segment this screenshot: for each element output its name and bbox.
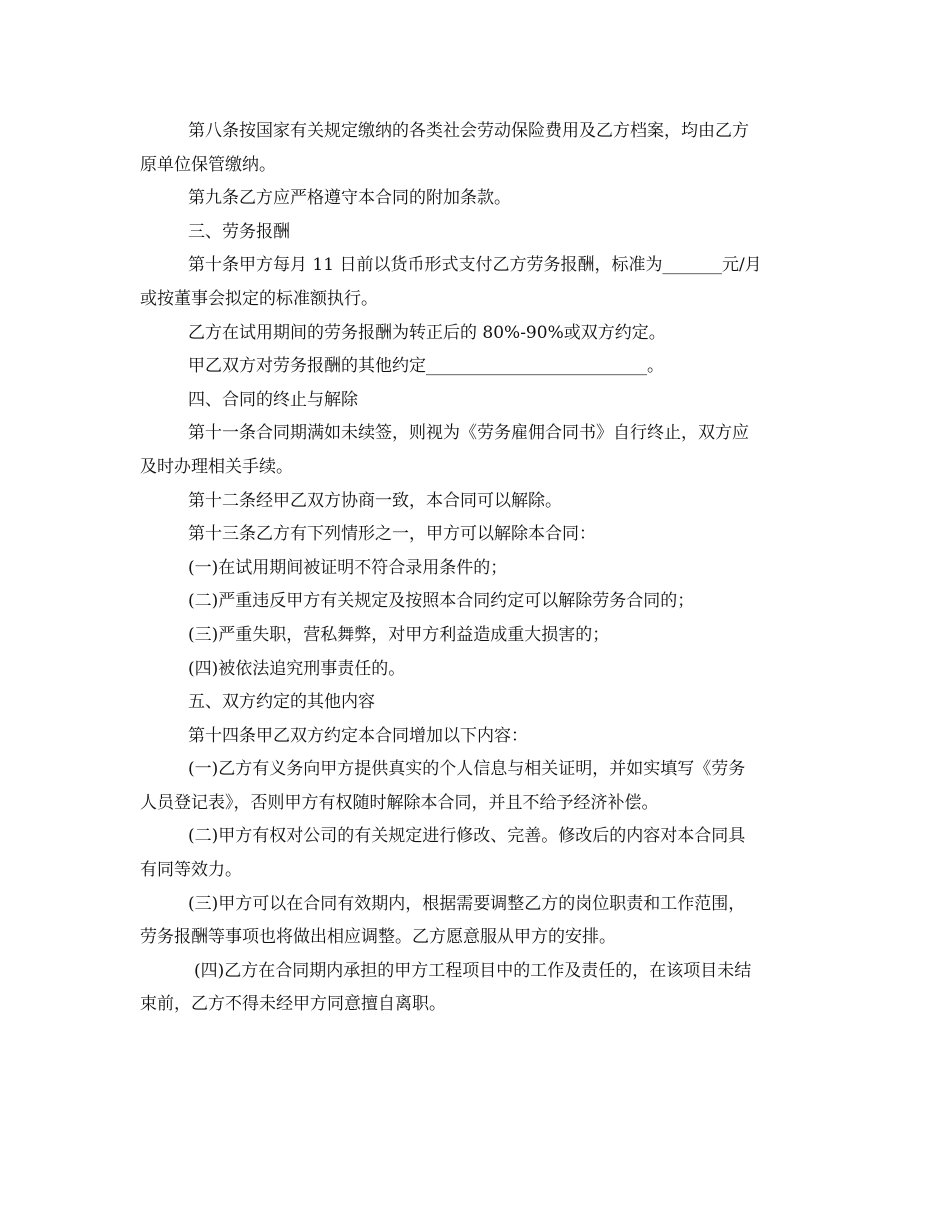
document-line: (二)甲方有权对公司的有关规定进行修改、完善。修改后的内容对本合同具 xyxy=(188,826,746,847)
document-line: (一)在试用期间被证明不符合录用条件的； xyxy=(188,557,508,578)
document-line: 原单位保管缴纳。 xyxy=(140,154,276,175)
document-line: (四)被依法追究刑事责任的。 xyxy=(188,658,406,679)
document-line: 束前，乙方不得未经甲方同意擅自离职。 xyxy=(140,994,446,1015)
document-line: 及时办理相关手续。 xyxy=(140,456,293,477)
document-line: (二)严重违反甲方有关规定及按照本合同约定可以解除劳务合同的； xyxy=(188,591,695,612)
document-line: (一)乙方有义务向甲方提供真实的个人信息与相关证明，并如实填写《劳务 xyxy=(188,759,746,780)
document-line: 第十二条经甲乙双方协商一致，本合同可以解除。 xyxy=(188,490,562,511)
document-line: 乙方在试用期间的劳务报酬为转正后的 80%-90%或双方约定。 xyxy=(188,322,666,343)
document-line: 或按董事会拟定的标准额执行。 xyxy=(140,288,378,309)
document-line: (三)严重失职，营私舞弊，对甲方利益造成重大损害的； xyxy=(188,624,610,645)
document-line: 劳务报酬等事项也将做出相应调整。乙方愿意服从甲方的安排。 xyxy=(140,927,616,948)
document-line: 第十三条乙方有下列情形之一，甲方可以解除本合同： xyxy=(188,524,596,545)
document-line: 第八条按国家有关规定缴纳的各类社会劳动保险费用及乙方档案，均由乙方 xyxy=(188,121,749,141)
document-line: 第十四条甲乙双方约定本合同增加以下内容： xyxy=(188,725,528,746)
document-line: (四)乙方在合同期内承担的甲方工程项目中的工作及责任的，在该项目未结 xyxy=(194,960,752,981)
document-body xyxy=(140,115,820,1022)
document-line: 三、劳务报酬 xyxy=(188,221,290,242)
document-line: (三)甲方可以在合同有效期内，根据需要调整乙方的岗位职责和工作范围， xyxy=(188,893,746,914)
document-line: 五、双方约定的其他内容 xyxy=(188,692,375,713)
document-line: 甲乙双方对劳务报酬的其他约定__________________________。 xyxy=(188,356,664,377)
document-line: 人员登记表》，否则甲方有权随时解除本合同，并且不给予经济补偿。 xyxy=(140,792,659,813)
document-line: 第十条甲方每月 11 日前以货币形式支付乙方劳务报酬，标准为_______元/月 xyxy=(188,255,762,276)
document-line: 第十一条合同期满如未续签，则视为《劳务雇佣合同书》自行终止，双方应 xyxy=(188,423,749,444)
document-line: 第九条乙方应严格遵守本合同的附加条款。 xyxy=(188,188,511,209)
document-line: 有同等效力。 xyxy=(140,860,242,881)
document-line: 四、合同的终止与解除 xyxy=(188,389,358,410)
